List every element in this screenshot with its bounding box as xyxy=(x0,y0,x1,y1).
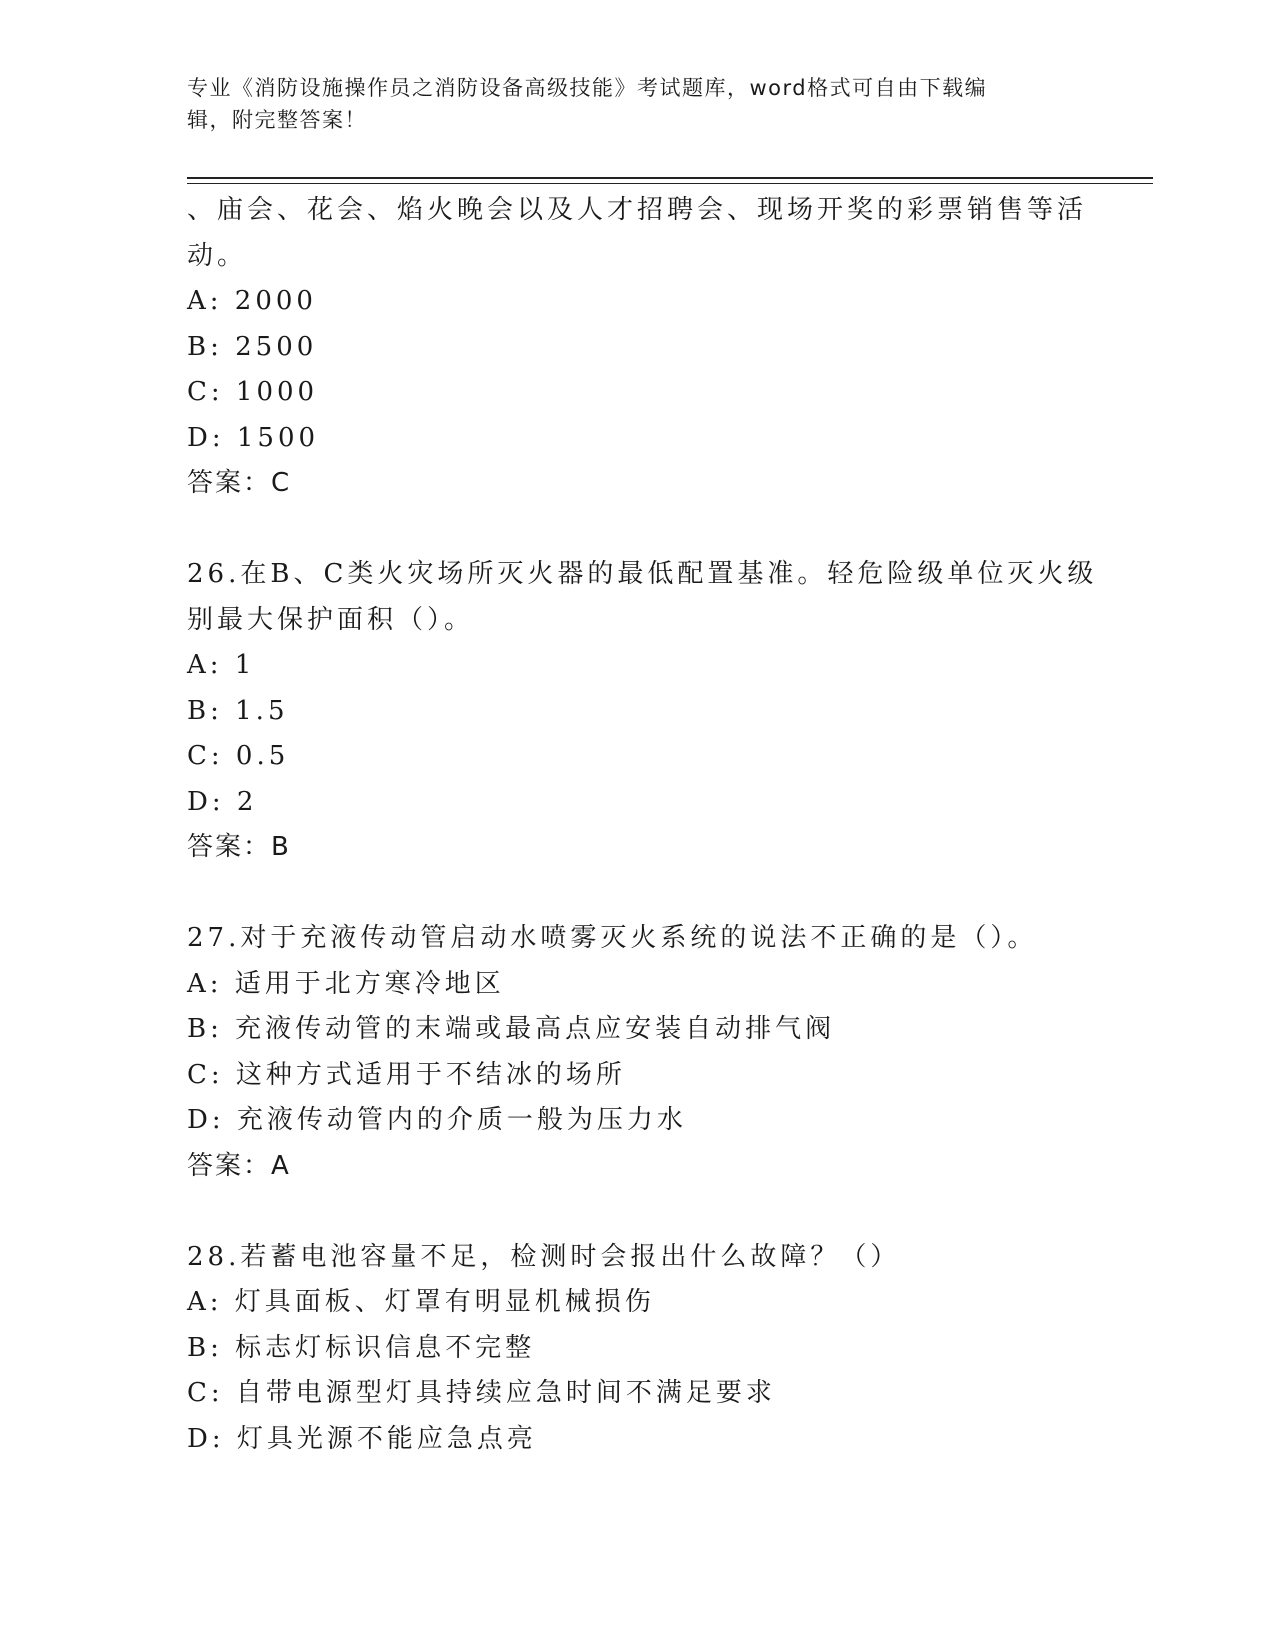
header-rule-thin xyxy=(187,183,1153,184)
answer-label: 答案：A xyxy=(187,1150,291,1181)
question-spacer xyxy=(187,871,1067,917)
option-d: D: 充液传动管内的介质一般为压力水 xyxy=(187,1105,687,1135)
option-a: A: 2000 xyxy=(187,286,317,316)
option-b: B: 标志灯标识信息不完整 xyxy=(187,1332,536,1363)
option-c: C: 1000 xyxy=(187,377,319,407)
question-27 xyxy=(187,916,1067,1189)
option-b: B: 充液传动管的末端或最高点应安装自动排气阀 xyxy=(187,1014,836,1044)
question-stem-line: 27.对于充液传动管启动水喷雾灭火系统的说法不正确的是（）。 xyxy=(187,923,1038,953)
option-c: C: 自带电源型灯具持续应急时间不满足要求 xyxy=(187,1378,776,1408)
option-d: D: 灯具光源不能应急点亮 xyxy=(187,1423,537,1454)
answer-label: 答案：C xyxy=(187,468,292,498)
question-list xyxy=(187,188,1098,1462)
option-b: B: 2500 xyxy=(187,331,318,362)
page-header xyxy=(187,72,1067,136)
question-26 xyxy=(187,552,1098,871)
question-25 xyxy=(187,188,1088,507)
option-c: C: 这种方式适用于不结冰的场所 xyxy=(187,1059,626,1090)
option-b: B: 1.5 xyxy=(187,695,289,726)
option-c: C: 0.5 xyxy=(187,741,290,771)
option-d: D: 2 xyxy=(187,786,258,817)
question-stem-line: 别最大保护面积（）。 xyxy=(187,604,475,635)
option-a: A: 适用于北方寒冷地区 xyxy=(187,968,505,999)
option-a: A: 1 xyxy=(187,650,256,680)
option-a: A: 灯具面板、灯罩有明显机械损伤 xyxy=(187,1287,655,1317)
question-stem-line: 28.若蓄电池容量不足，检测时会报出什么故障？（） xyxy=(187,1241,901,1272)
question-28 xyxy=(187,1235,1067,1463)
header-rule-thick xyxy=(187,177,1153,179)
answer-label: 答案：B xyxy=(187,832,291,862)
question-stem-line: 26.在B、C类火灾场所灭火器的最低配置基准。轻危险级单位灭火级 xyxy=(187,559,1098,589)
question-spacer xyxy=(187,507,1067,553)
option-d: D: 1500 xyxy=(187,422,320,453)
question-stem-line: 动。 xyxy=(187,240,248,271)
header-line-1: 专业《消防设施操作员之消防设备高级技能》考试题库，word格式可自由下载编 xyxy=(187,76,988,100)
question-stem-line: 、庙会、花会、焰火晚会以及人才招聘会、现场开奖的彩票销售等活 xyxy=(187,195,1088,225)
question-spacer xyxy=(187,1189,1067,1235)
header-line-2: 辑，附完整答案！ xyxy=(187,108,367,132)
